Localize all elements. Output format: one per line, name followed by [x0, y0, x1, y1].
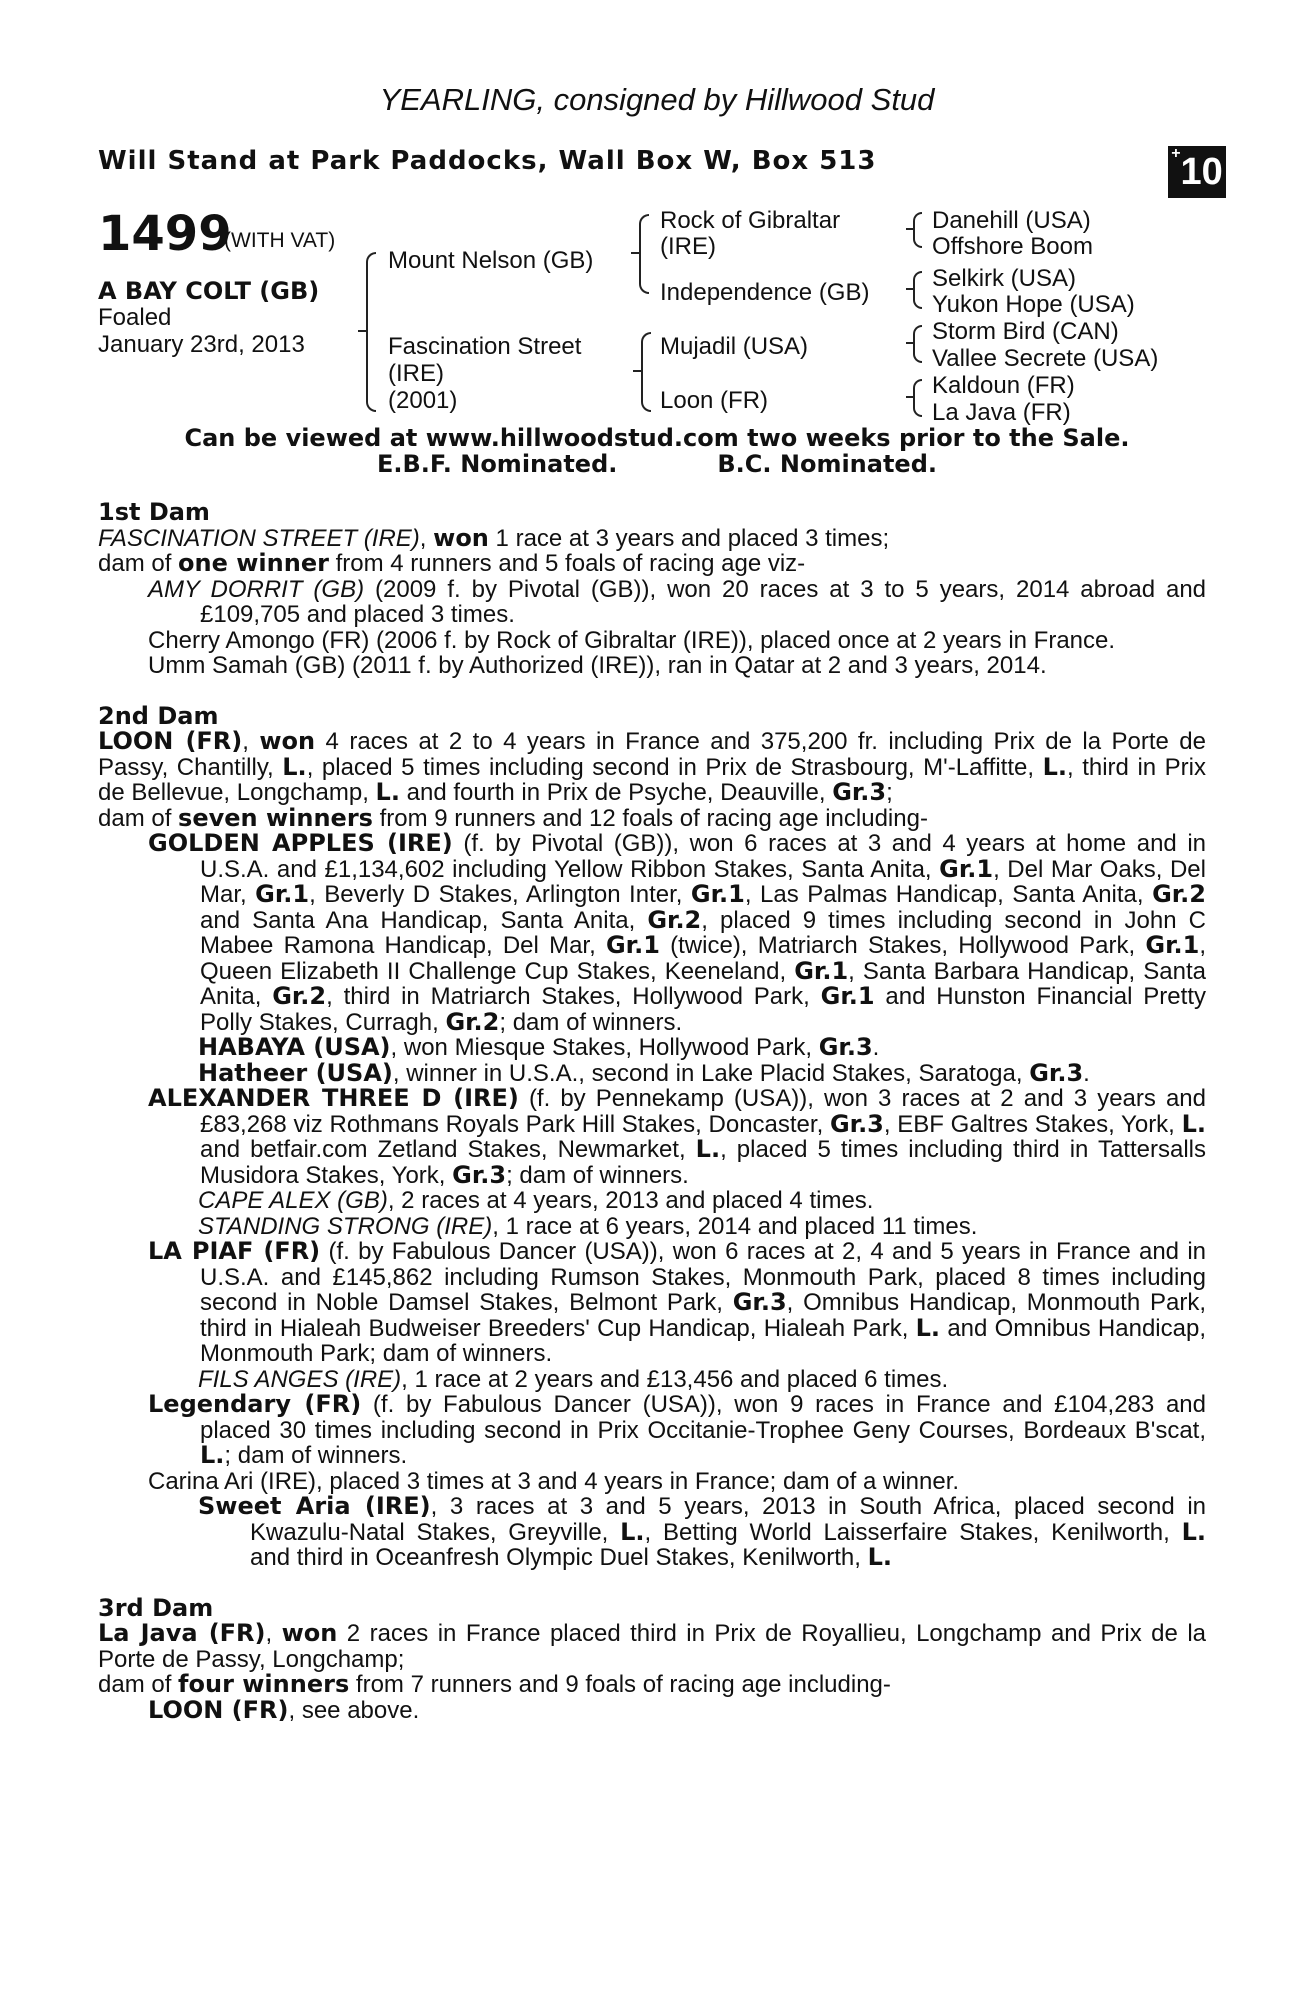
- produce-fils-anges: FILS ANGES (IRE), 1 race at 2 years and £13,456 and placed 6 times.: [198, 1365, 949, 1393]
- third-dam-heading: 3rd Dam: [98, 1593, 214, 1622]
- pedigree-g3: Storm Bird (CAN): [932, 318, 1119, 345]
- viewing-note: Can be viewed at www.hillwoodstud.com two weeks prior to the Sale.: [184, 424, 1130, 452]
- pedigree-bracket: [913, 325, 922, 363]
- produce-hatheer: Hatheer (USA), winner in U.S.A., second in Lake Placid Stakes, Saratoga, Gr.3.: [198, 1058, 1090, 1087]
- pedigree-bracket: [631, 252, 639, 254]
- foaled-label: Foaled: [98, 304, 172, 331]
- pedigree-bracket: [913, 379, 922, 417]
- produce-sweet-aria: Sweet Aria (IRE), 3 races at 3 and 5 years, 2013 in South Africa, placed second in Kwazulu-Natal Stakes, Greyville, L., Betting World Laisserfaire Stakes, Kenilworth, L. and third in Oceanfresh Olympic Duel Stakes, Kenilworth, L.: [198, 1492, 1207, 1571]
- produce-carina-ari: Carina Ari (IRE), placed 3 times at 3 and 4 years in France; dam of a winner.: [148, 1467, 960, 1495]
- pedigree-g3: Selkirk (USA): [932, 265, 1077, 292]
- pedigree-g3: Offshore Boom: [932, 233, 1093, 260]
- pedigree-sire-sire: (IRE): [660, 233, 716, 260]
- pedigree-dam: Fascination Street: [388, 333, 582, 360]
- consignment-title: YEARLING, consigned by Hillwood Stud: [379, 82, 935, 117]
- lot-vat: (WITH VAT): [224, 229, 336, 252]
- pedigree-bracket: [906, 228, 914, 230]
- pedigree-sire: Mount Nelson (GB): [388, 247, 594, 274]
- pedigree-bracket: [906, 396, 914, 398]
- badge-plus: +: [1171, 145, 1181, 162]
- produce-cape-alex: CAPE ALEX (GB), 2 races at 4 years, 2013 and placed 4 times.: [198, 1187, 874, 1214]
- produce-amy-dorrit: AMY DORRIT (GB) (2009 f. by Pivotal (GB)), won 20 races at 3 to 5 years, 2014 abroad and £109,705 and placed 3 times.: [148, 575, 1207, 628]
- pedigree-bracket: [639, 214, 649, 294]
- first-dam-produce: dam of one winner from 4 runners and 5 foals of racing age viz-: [98, 549, 806, 577]
- produce-umm-samah: Umm Samah (GB) (2011 f. by Authorized (IRE)), ran in Qatar at 2 and 3 years, 2014.: [148, 652, 1047, 679]
- third-dam-produce: dam of four winners from 7 runners and 9 foals of racing age including-: [98, 1670, 891, 1698]
- pedigree-bracket: [633, 370, 641, 372]
- viewing-notes: [0, 425, 1314, 477]
- pedigree-bracket: [913, 212, 922, 248]
- pedigree-sire-sire: Rock of Gibraltar: [660, 207, 841, 234]
- pedigree-dam-sire: Mujadil (USA): [660, 333, 809, 360]
- produce-standing-strong: STANDING STRONG (IRE), 1 race at 6 years, 2014 and placed 11 times.: [198, 1212, 978, 1240]
- bc-note: B.C. Nominated.: [717, 450, 938, 478]
- pedigree-g3: La Java (FR): [932, 399, 1071, 426]
- pedigree-sire-dam: Independence (GB): [660, 279, 870, 306]
- third-dam-entry: La Java (FR), won 2 races in France placed third in Prix de Royallieu, Longchamp and Prix de la Porte de Passy, Longchamp;: [98, 1619, 1206, 1673]
- second-dam-heading: 2nd Dam: [98, 701, 219, 730]
- lot-description: A BAY COLT (GB): [98, 277, 320, 305]
- pedigree-dam: (IRE): [388, 360, 444, 387]
- produce-alexander-three-d: ALEXANDER THREE D (IRE) (f. by Pennekamp (USA)), won 3 races at 2 and 3 years and £83,268 viz Rothmans Royals Park Hill Stakes, Doncaster, Gr.3, EBF Galtres Stakes, York, L. and betfair.com Zetland Stakes, Newmarket, L., placed 5 times including third in Tattersalls Musidora Stakes, York, Gr.3; dam of winners.: [148, 1084, 1207, 1189]
- pedigree-bracket: [641, 332, 651, 412]
- foaled-date: January 23rd, 2013: [98, 331, 305, 358]
- pedigree-bracket: [358, 330, 366, 332]
- box-location: Will Stand at Park Paddocks, Wall Box W, Box 513: [98, 146, 877, 176]
- pedigree-bracket: [906, 342, 914, 344]
- sale-badge: [1168, 146, 1226, 198]
- pedigree-g3: Kaldoun (FR): [932, 372, 1075, 399]
- second-dam-entry: LOON (FR), won 4 races at 2 to 4 years in France and 375,200 fr. including Prix de la Porte de Passy, Chantilly, L., placed 5 times including second in Prix de Strasbourg, M'-Laffitte, L., third in Prix de Bellevue, Longchamp, L. and fourth in Prix de Psyche, Deauville, Gr.3;: [98, 727, 1206, 806]
- first-dam-heading: 1st Dam: [98, 498, 210, 526]
- pedigree-g3: Vallee Secrete (USA): [932, 345, 1159, 372]
- produce-golden-apples: GOLDEN APPLES (IRE) (f. by Pivotal (GB)), won 6 races at 3 and 4 years at home and in U.S.A. and £1,134,602 including Yellow Ribbon Stakes, Santa Anita, Gr.1, Del Mar Oaks, Del Mar, Gr.1, Beverly D Stakes, Arlington Inter, Gr.1, Las Palmas Handicap, Santa Anita, Gr.2 and Santa Ana Handicap, Santa Anita, Gr.2, placed 9 times including second in John C Mabee Ramona Handicap, Del Mar, Gr.1 (twice), Matriarch Stakes, Hollywood Park, Gr.1, Queen Elizabeth II Challenge Cup Stakes, Keeneland, Gr.1, Santa Barbara Handicap, Santa Anita, Gr.2, third in Matriarch Stakes, Hollywood Park, Gr.1 and Hunston Financial Pretty Polly Stakes, Curragh, Gr.2; dam of winners.: [148, 829, 1207, 1036]
- pedigree-bracket: [366, 252, 376, 412]
- produce-la-piaf: LA PIAF (FR) (f. by Fabulous Dancer (USA)), won 6 races at 2, 4 and 5 years in France and in U.S.A. and £145,862 including Rumson Stakes, Monmouth Park, placed 8 times including second in Noble Damsel Stakes, Belmont Park, Gr.3, Omnibus Handicap, Monmouth Park, third in Hialeah Budweiser Breeders' Cup Handicap, Hialeah Park, L. and Omnibus Handicap, Monmouth Park; dam of winners.: [148, 1237, 1206, 1367]
- first-dam-entry: FASCINATION STREET (IRE), won 1 race at 3 years and placed 3 times;: [98, 523, 890, 552]
- pedigree-dam: (2001): [388, 387, 458, 414]
- produce-cherry-amongo: Cherry Amongo (FR) (2006 f. by Rock of Gibraltar (IRE)), placed once at 2 years in France.: [148, 626, 1116, 654]
- lot-number: 1499: [98, 206, 232, 262]
- produce-loon: LOON (FR), see above.: [148, 1695, 420, 1724]
- pedigree-g3: Yukon Hope (USA): [932, 291, 1135, 318]
- pedigree-g3: Danehill (USA): [932, 207, 1091, 234]
- catalogue-body: [98, 500, 1206, 1723]
- pedigree-dam-dam: Loon (FR): [660, 387, 769, 414]
- pedigree-bracket: [906, 288, 914, 290]
- pedigree-bracket: [913, 271, 922, 309]
- produce-legendary: Legendary (FR) (f. by Fabulous Dancer (USA)), won 9 races in France and £104,283 and placed 30 times including second in Prix Occitanie-Trophee Geny Courses, Bordeaux B'scat, L.; dam of winners.: [148, 1390, 1207, 1469]
- nomination-notes: [0, 451, 1314, 477]
- ebf-note: E.B.F. Nominated.: [376, 450, 618, 478]
- second-dam-produce: dam of seven winners from 9 runners and 12 foals of racing age including-: [98, 803, 928, 832]
- produce-habaya: HABAYA (USA), won Miesque Stakes, Hollywood Park, Gr.3.: [198, 1033, 880, 1061]
- badge-number: 10: [1180, 151, 1223, 193]
